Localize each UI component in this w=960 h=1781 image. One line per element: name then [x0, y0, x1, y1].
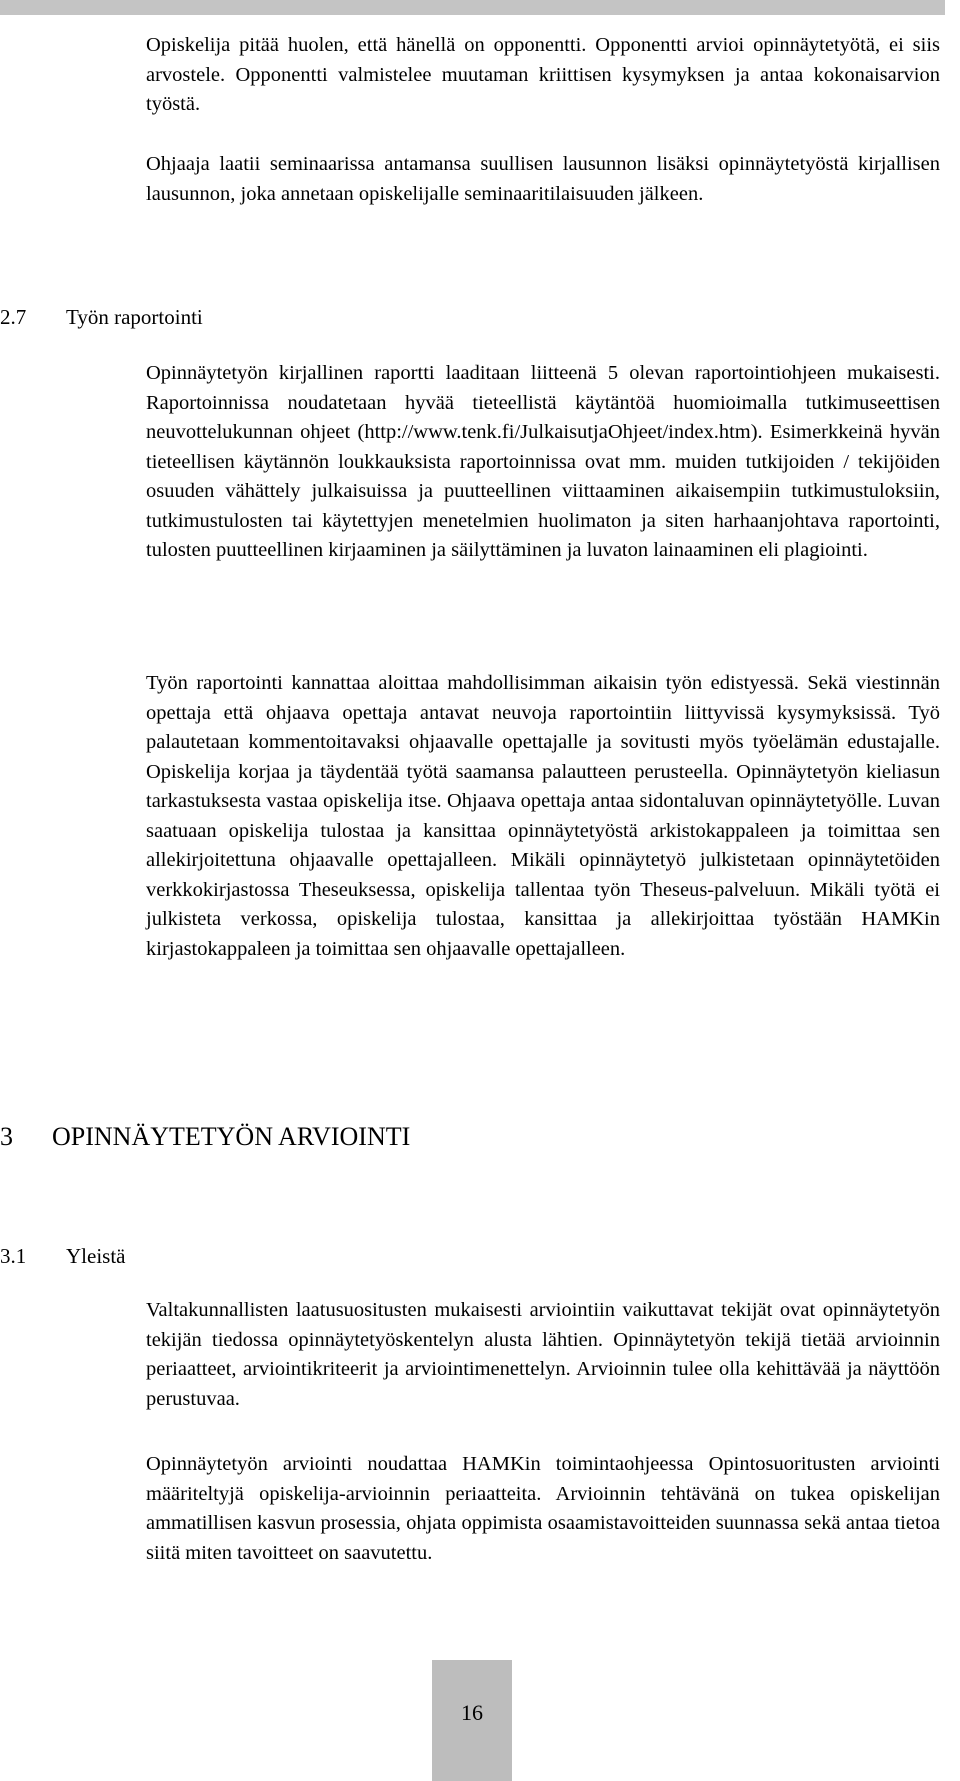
section-3-1-paragraph-1	[146, 1296, 940, 1414]
chapter-3-heading	[0, 1120, 410, 1154]
chapter-number: 3	[0, 1122, 13, 1151]
paragraph-text: Opinnäytetyön arviointi noudattaa HAMKin toimintaohjeessa Opintosuoritusten arviointi määriteltyjä opiskelija-arvioinnin periaatteita. Arvioinnin tehtävänä on tukea opiskelijan ammatillisen kasvun prosessia, ohjata oppimista osaamistavoitteiden suunnassa sekä antaa tietoa siitä miten tavoitteet on saavutettu.	[146, 1453, 940, 1564]
page-number-box	[432, 1660, 512, 1781]
paragraph-text: Opiskelija pitää huolen, että hänellä on opponentti. Opponentti arvioi opinnäytetyötä, ei siis arvostele. Opponentti valmistelee muutaman kriittisen kysymyksen ja antaa kokonaisarvion työstä.	[146, 34, 940, 115]
chapter-title: OPINNÄYTETYÖN ARVIOINTI	[52, 1122, 411, 1151]
section-2-7-paragraph-1	[146, 359, 940, 566]
top-border-bar	[0, 0, 945, 15]
page-number: 16	[461, 1700, 483, 1725]
section-number: 2.7	[0, 305, 27, 329]
section-3-1-paragraph-2	[146, 1450, 940, 1568]
section-title: Työn raportointi	[66, 305, 203, 329]
paragraph-text: Työn raportointi kannattaa aloittaa mahdollisimman aikaisin työn edistyessä. Sekä viestinnän opettaja että ohjaava opettaja antavat neuvoja raportointiin liittyvissä kysymyksissä. Työ palautetaan kommentoitavaksi ohjaavalle opettajalle ja sovitusti myös työelämän edustajalle. Opiskelija korjaa ja täydentää työtä saamansa palautteen perusteella. Opinnäytetyön kieliasun tarkastuksesta vastaa opiskelija itse. Ohjaava opettaja antaa sidontaluvan opinnäytetyölle. Luvan saatuaan opiskelija tulostaa ja kansittaa opinnäytetyöstä arkistokappaleen ja toimittaa sen allekirjoitettuna ohjaavalle opettajalleen. Mikäli opinnäytetyö julkistetaan opinnäytetöiden verkkokirjastossa Theseuksessa, opiskelija tallentaa työn Theseus-palveluun. Mikäli työtä ei julkisteta verkossa, opiskelija tulostaa, kansittaa ja allekirjoittaa työstään HAMKin kirjastokappaleen ja toimittaa sen ohjaavalle opettajalleen.	[146, 672, 940, 960]
intro-paragraph-1	[146, 31, 940, 120]
section-number: 3.1	[0, 1244, 27, 1268]
section-2-7-paragraph-2	[146, 669, 940, 964]
intro-paragraph-2	[146, 150, 940, 209]
section-title: Yleistä	[66, 1244, 126, 1268]
paragraph-text: Opinnäytetyön kirjallinen raportti laaditaan liitteenä 5 olevan raportointiohjeen mukaisesti. Raportoinnissa noudatetaan hyvää tieteellistä käytäntöä huomioimalla tutkimuseettisen neuvottelukunnan ohjeet (http://www.tenk.fi/JulkaisutjaOhjeet/index.htm). Esimerkkeinä hyvän tieteellisen käytännön loukkauksista raportoinnissa ovat mm. muiden tutkijoiden / tekijöiden osuuden vähättely julkaisuissa ja puutteellinen viittaaminen aikaisempiin tutkimustuloksiin, tutkimustulosten tai käytettyjen menetelmien huolimaton ja siten harhaanjohtava raportointi, tulosten puutteellinen kirjaaminen ja säilyttäminen ja luvaton lainaaminen eli plagiointi.	[146, 362, 940, 561]
section-2-7-heading	[0, 303, 203, 331]
paragraph-text: Ohjaaja laatii seminaarissa antamansa suullisen lausunnon lisäksi opinnäytetyöstä kirjallisen lausunnon, joka annetaan opiskelijalle seminaaritilaisuuden jälkeen.	[146, 153, 940, 205]
paragraph-text: Valtakunnallisten laatusuositusten mukaisesti arviointiin vaikuttavat tekijät ovat opinnäytetyön tekijän tiedossa opinnäytetyöskentelyn alusta lähtien. Opinnäytetyön tekijä tietää arvioinnin periaatteet, arviointikriteerit ja arviointimenettelyn. Arvioinnin tulee olla kehittävää ja näyttöön perustuvaa.	[146, 1299, 940, 1410]
section-3-1-heading	[0, 1242, 125, 1270]
